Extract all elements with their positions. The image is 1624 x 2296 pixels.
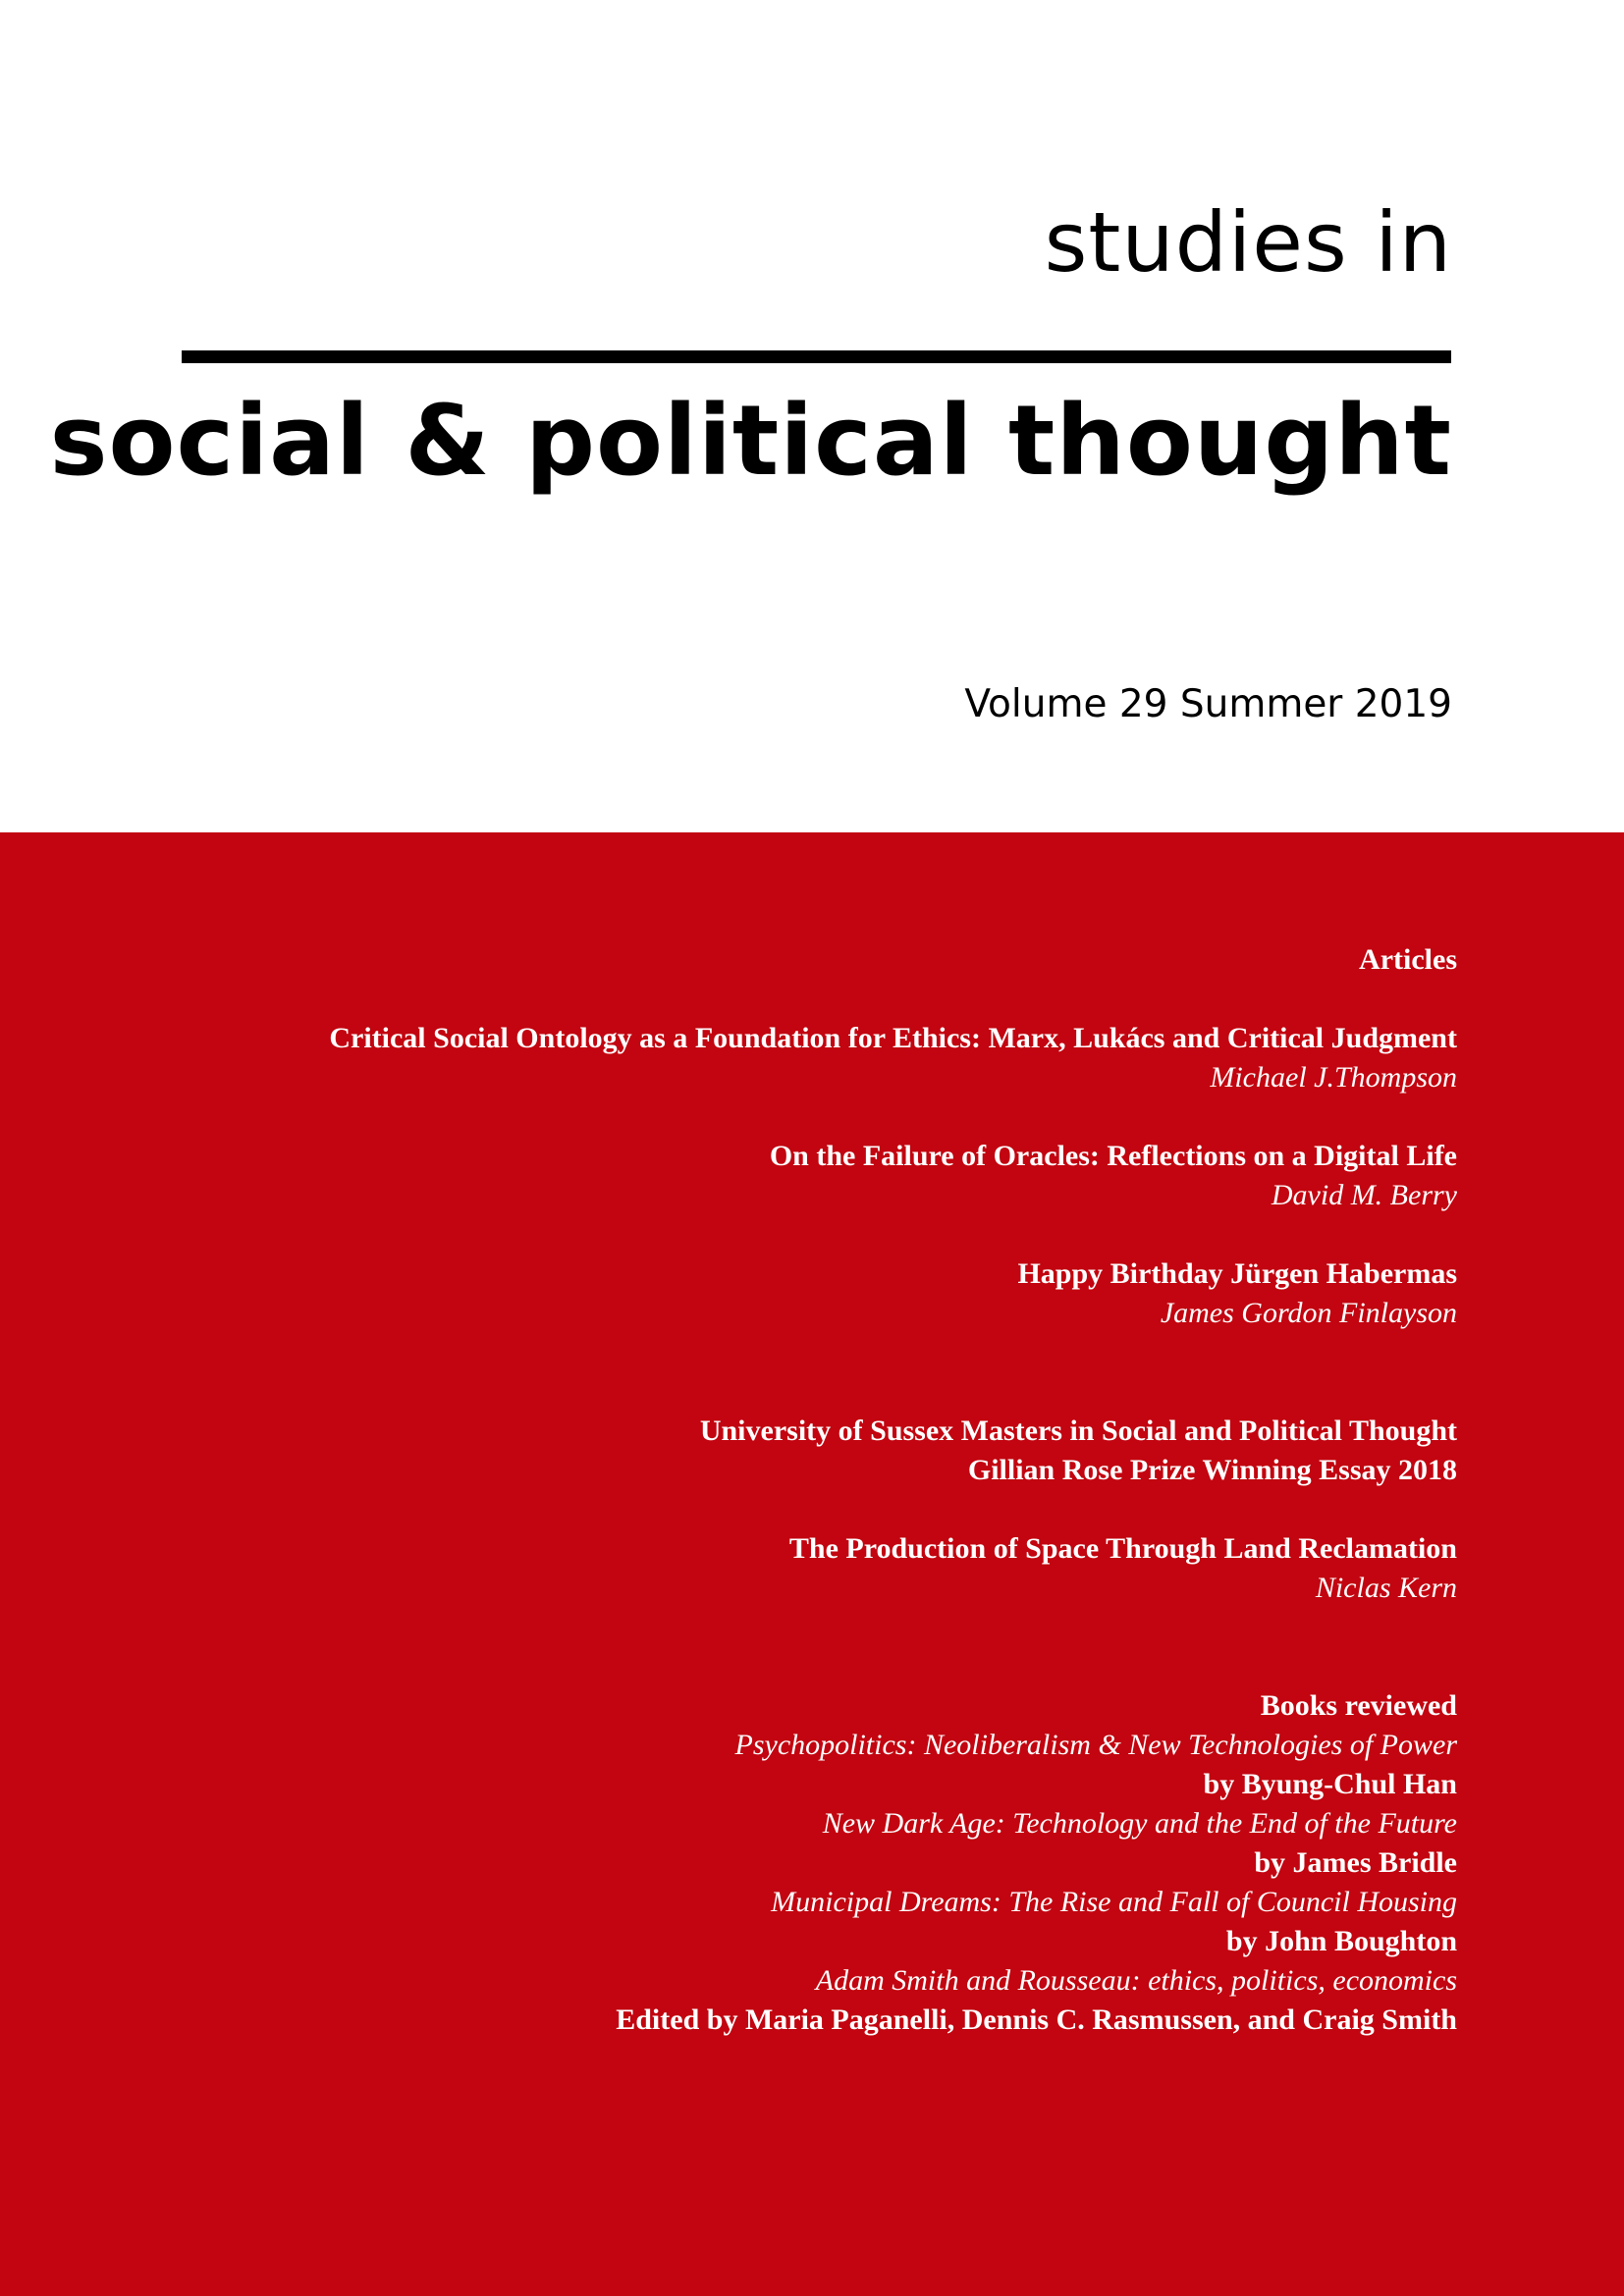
book-author: by Byung-Chul Han xyxy=(1203,1768,1457,1800)
article-title: Critical Social Ontology as a Foundation for Ethics: Marx, Lukács and Critical Judgment xyxy=(329,1022,1457,1054)
book-title: New Dark Age: Technology and the End of the Future xyxy=(822,1807,1457,1840)
book-editors: Edited by Maria Paganelli, Dennis C. Rasmussen, and Craig Smith xyxy=(616,2003,1457,2036)
table-of-contents xyxy=(132,940,1457,2040)
book-author: by John Boughton xyxy=(1225,1925,1457,1957)
masthead xyxy=(0,0,1624,832)
prize-name: Gillian Rose Prize Winning Essay 2018 xyxy=(967,1454,1457,1486)
article-entry xyxy=(132,1255,1457,1333)
book-title: Psychopolitics: Neoliberalism & New Technologies of Power xyxy=(734,1729,1457,1761)
prize-programme: University of Sussex Masters in Social and Political Thought xyxy=(699,1415,1457,1447)
journal-title-prefix: studies in xyxy=(1044,194,1452,291)
title-divider xyxy=(182,350,1451,363)
prize-essay-entry xyxy=(132,1529,1457,1608)
articles-heading: Articles xyxy=(1359,943,1457,976)
article-author: David M. Berry xyxy=(1271,1179,1457,1211)
book-title: Adam Smith and Rousseau: ethics, politics, economics xyxy=(815,1964,1457,1997)
book-author: by James Bridle xyxy=(1254,1846,1457,1879)
books-heading: Books reviewed xyxy=(1260,1689,1457,1722)
article-title: Happy Birthday Jürgen Habermas xyxy=(1017,1257,1457,1290)
prize-essay-title: The Production of Space Through Land Reclamation xyxy=(788,1532,1457,1565)
prize-heading xyxy=(132,1412,1457,1490)
article-author: Michael J.Thompson xyxy=(1210,1061,1457,1094)
issue-info: Volume 29 Summer 2019 xyxy=(964,682,1452,726)
article-title: On the Failure of Oracles: Reflections on a Digital Life xyxy=(769,1140,1457,1172)
article-entry xyxy=(132,1137,1457,1215)
book-title: Municipal Dreams: The Rise and Fall of Council Housing xyxy=(771,1886,1457,1918)
article-entry xyxy=(132,1019,1457,1097)
article-author: James Gordon Finlayson xyxy=(1160,1297,1457,1329)
prize-essay-author: Niclas Kern xyxy=(1315,1572,1457,1604)
contents-panel xyxy=(0,832,1624,2296)
books-reviewed xyxy=(132,1686,1457,2040)
journal-title: social & political thought xyxy=(49,385,1452,498)
